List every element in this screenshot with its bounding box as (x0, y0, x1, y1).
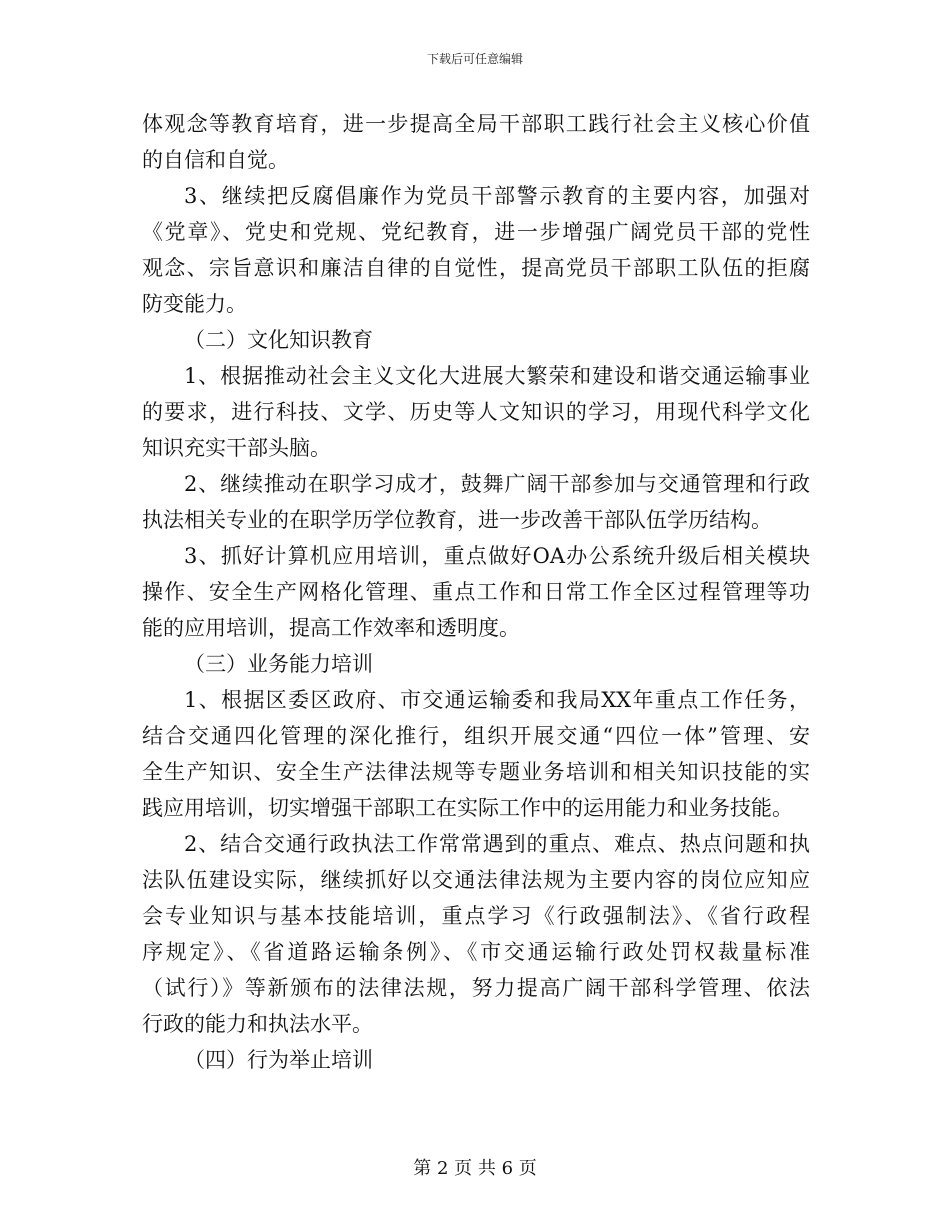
text-line: 行政的能力和执法水平。 (142, 1012, 373, 1036)
text-line: 2、继续推动在职学习成才，鼓舞广阔干部参加与交通管理和行政 (184, 472, 810, 496)
text-line: 法队伍建设实际，继续抓好以交通法律法规为主要内容的岗位应知应 (142, 868, 810, 892)
document-body (142, 106, 810, 1078)
text-line: （四）行为举止培训 (184, 1048, 373, 1072)
text-line: 2、结合交通行政执法工作常常遇到的重点、难点、热点问题和执 (184, 832, 810, 856)
text-line: 操作、安全生产网格化管理、重点工作和日常工作全区过程管理等功 (142, 580, 810, 604)
text-line: 序规定》、《省道路运输条例》、《市交通运输行政处罚权裁量标准 (142, 940, 810, 964)
text-line: 会专业知识与基本技能培训，重点学习《行政强制法》、《省行政程 (142, 904, 810, 928)
text-line: 3、继续把反腐倡廉作为党员干部警示教育的主要内容，加强对 (184, 184, 810, 208)
text-line: 的要求，进行科技、文学、历史等人文知识的学习，用现代科学文化 (142, 400, 810, 424)
text-line: 能的应用培训，提高工作效率和透明度。 (142, 616, 520, 640)
text-line: 的自信和自觉。 (142, 148, 289, 172)
page-footer: 第 2 页 共 6 页 (413, 1158, 537, 1179)
text-line: 践应用培训，切实增强干部职工在实际工作中的运用能力和业务技能。 (142, 796, 793, 820)
text-line: 1、根据推动社会主义文化大进展大繁荣和建设和谐交通运输事业 (184, 364, 810, 388)
page-header: 下载后可任意编辑 (426, 52, 523, 66)
text-line: 结合交通四化管理的深化推行，组织开展交通“四位一体”管理、安 (142, 724, 810, 748)
text-line: 体观念等教育培育，进一步提高全局干部职工践行社会主义核心价值 (142, 112, 810, 136)
text-line: 执法相关专业的在职学历学位教育，进一步改善干部队伍学历结构。 (142, 508, 772, 532)
text-line: 1、根据区委区政府、市交通运输委和我局XX年重点工作任务， (184, 688, 810, 712)
text-line: 全生产知识、安全生产法律法规等专题业务培训和相关知识技能的实 (142, 760, 810, 784)
text-line: 《党章》、党史和党规、党纪教育，进一步增强广阔党员干部的党性 (142, 220, 810, 244)
text-line: 3、抓好计算机应用培训，重点做好OA办公系统升级后相关模块 (184, 544, 810, 568)
text-line: 知识充实干部头脑。 (142, 436, 331, 460)
text-line: （试行）》等新颁布的法律法规，努力提高广阔干部科学管理、依法 (142, 976, 810, 1000)
text-line: （三）业务能力培训 (184, 652, 373, 676)
text-line: 观念、宗旨意识和廉洁自律的自觉性，提高党员干部职工队伍的拒腐 (142, 256, 810, 280)
text-line: （二）文化知识教育 (184, 328, 373, 352)
text-line: 防变能力。 (142, 292, 247, 316)
